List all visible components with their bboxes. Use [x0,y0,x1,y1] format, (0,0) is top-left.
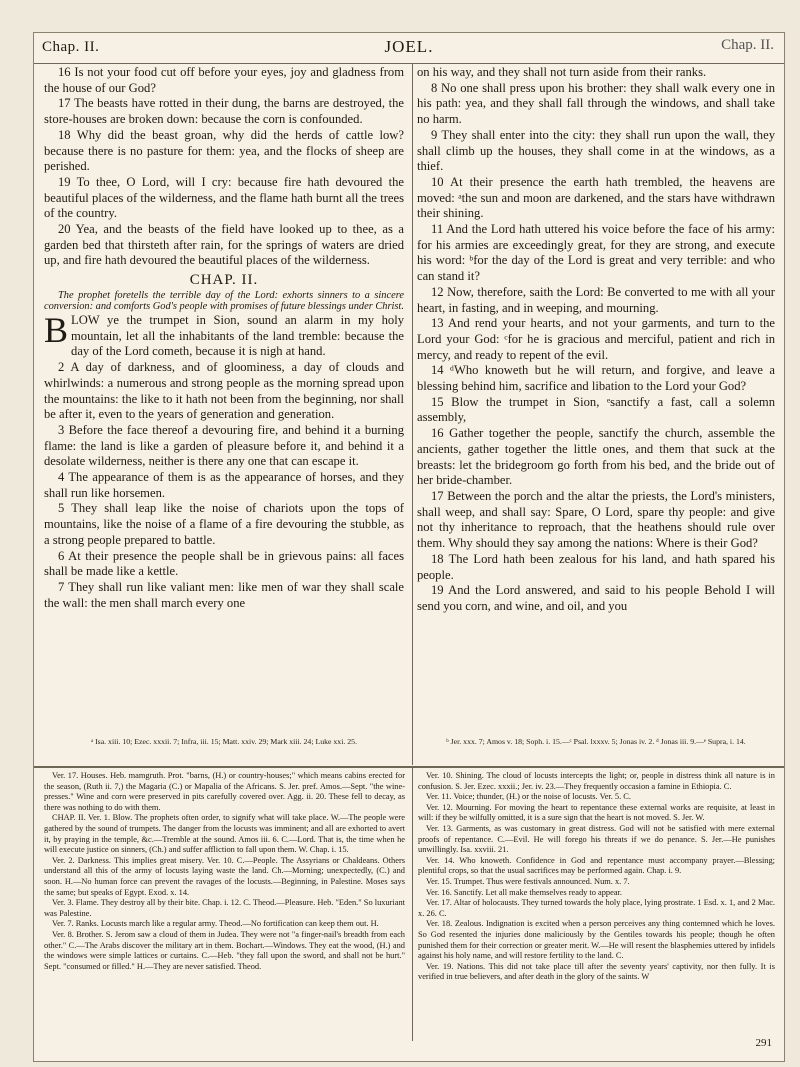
verse: 3 Before the face thereof a devouring fire, and behind it a burning flame: the land is like a garden of pleasure before it, and behind it a desolate wilderness, neither is there any one that can escape it. [44,422,404,469]
column-divider [412,63,413,765]
notes-column-left [44,771,405,972]
chapter-summary: The prophet foretells the terrible day of the Lord: exhorts sinners to a sincere conversion: and comforts God's people with promises of future blessings under Christ. [44,289,404,313]
notes-column-divider [412,768,413,1041]
verse: 8 No one shall press upon his brother: they shall walk every one in his path: yea, and they shall fall through the windows, and shall take no harm. [417,80,775,127]
text-column-left [44,65,404,611]
verse: 16 Gather together the people, sanctify the church, assemble the ancients, gather together the little ones, and them that suck at the breasts: let the bridegroom go forth from his bed, and the bride out of her bride-chamber. [417,426,775,488]
commentary-note: Ver. 16. Sanctify. Let all make themselves ready to appear. [426,887,622,897]
commentary-note: Ver. 12. Mourning. For moving the heart to repentance these external works are requisite, at least in will: if they be wilfully omitted, it is a sure sign that the heart is not moved. S. Jer. W. [418,802,775,823]
commentary-note: Ver. 15. Trumpet. Thus were festivals announced. Num. x. 7. [426,876,630,886]
commentary-note: Ver. 7. Ranks. Locusts march like a regular army. Theod.—No fortification can keep them out. H. [52,919,379,929]
verse: 7 They shall run like valiant men: like men of war they shall scale the wall: the men shall march every one [44,579,404,610]
commentary-note: Ver. 11. Voice; thunder, (H.) or the noise of locusts. Ver. 5. C. [426,792,631,802]
commentary-note: Ver. 14. Who knoweth. Confidence in God and repentance must accompany prayer.—Blessing; plentiful crops, so that the usual sacrifices may be performed again. Chap. i. 9. [418,855,775,876]
verse-continuation: on his way, and they shall not turn aside from their ranks. [417,65,707,79]
commentary-note: Ver. 13. Garments, as was customary in great distress. God will not be satisfied with mere external proofs of repentance. C.—Evil. He will forego his threats if we do penance. S. Jer.—He punishes unwillingly. Isa. xxviii. 21. [418,823,775,855]
verse: 9 They shall enter into the city: they shall run upon the wall, they shall climb up the houses, they shall come in at the windows, as a thief. [417,127,775,174]
commentary-note: Ver. 17. Altar of holocausts. They turned towards the holy place, lying prostrate. 1 Esd. x. 1, and 2 Mac. x. 26. C. [418,898,775,918]
notes-rule [34,766,784,768]
text-column-right [417,65,775,615]
verse: 12 Now, therefore, saith the Lord: Be converted to me with all your heart, in fasting, and in weeping, and mourning. [417,284,775,315]
header-book-title: JOEL. [384,37,434,56]
verse: 18 Why did the beast groan, why did the herds of cattle low? because there is no pasture for them: yea, and the flocks of sheep are perished. [44,127,404,174]
running-header [34,37,784,61]
notes-column-right [418,771,775,983]
verse: 17 The beasts have rotted in their dung, the barns are destroyed, the store-houses are broken down: because the corn is confounded. [44,96,404,127]
verse: 16 Is not your food cut off before your eyes, joy and gladness from the house of our God? [44,65,404,95]
header-left: Chap. II. [42,39,100,55]
footnote-right: ᵇ Jer. xxx. 7; Amos v. 18; Soph. i. 15.—ᶜ Psal. lxxxv. 5; Jonas iv. 2. ᵈ Jonas iii. 9.—ᵉ Supra, i. 14. [446,737,746,746]
header-right: Chap. II. [721,37,774,53]
header-rule [34,63,784,64]
verse: 19 And the Lord answered, and said to his people Behold I will send you corn, and wine, and oil, and you [417,583,775,613]
verse: 13 And rend your hearts, and not your garments, and turn to the Lord your God: ᶜfor he is gracious and merciful, patient and rich in mercy, and ready to repent of the evil. [417,316,775,362]
page-number: 291 [755,1037,772,1049]
commentary-note: CHAP. II. Ver. 1. Blow. The prophets often order, to signify what will take place. W.—The people were gathered by the sound of trumpets. The danger from the locusts was imminent; and all are exhorted to avert it, by praying in the temple, &c.—Tremble at the sound. Amos iii. 6. C.—Lord. That is, the time when he will execute justice on sinners, (Ch.) and suffer affliction to fall upon them. W. Chap. i. 15. [44,813,405,855]
commentary-note: Ver. 17. Houses. Heb. mamgruth. Prot. "barns, (H.) or country-houses;" which means cabins erected for the season, (Ruth ii. 7,) the Magaria (C.) or Mapalia of the Africans. S. Jer. pref. Amos.—Sept. "the wine-presses." Wine and corn were preserved in pits carefully covered over. Agg. ii. 20. These fell to decay, as there was nothing to do with them. [44,771,405,812]
verse: 19 To thee, O Lord, will I cry: because fire hath devoured the beautiful places of the wilderness, and the flame hath burnt all the trees of the country. [44,174,404,221]
verse-1-text: LOW ye the trumpet in Sion, sound an alarm in my holy mountain, let all the inhabitants of the land tremble: because the day of the Lord cometh, because it is nigh at hand. [71,313,404,359]
verse: 15 Blow the trumpet in Sion, ᵉsanctify a fast, call a solemn assembly, [417,394,775,425]
verse: 18 The Lord hath been zealous for his land, and hath spared his people. [417,551,775,582]
commentary-note: Ver. 8. Brother. S. Jerom saw a cloud of them in Judea. They were not "a finger-nail's breadth from each other." C.—The Arabs discover the military art in them. Bochart.—Windows. They eat the wood, (H.) and the windows were simple lattices or curtains. C.—Heb. "they fall upon the sword, and shall not be hurt." Sept. "consumed or filled." H.—They are never satisfied. Theod. [44,929,405,971]
verse: 17 Between the porch and the altar the priests, the Lord's ministers, shall weep, and shall say: Spare, O Lord, spare thy people: and give not thy inheritance to reproach, that the heathens should rule over them. Why should they say among the nations: Where is their God? [417,488,775,551]
drop-cap: B [44,310,69,351]
verse-1 [44,310,404,360]
commentary-note: Ver. 19. Nations. This did not take place till after the seventy years' captivity, nor then fully. It is verified in true believers, and after death in the glory of the saints. W [418,961,775,982]
page [33,32,785,1062]
verse: 14 ᵈWho knoweth but he will return, and forgive, and leave a blessing behind him, sacrifice and libation to the Lord your God? [417,363,775,394]
verse: 5 They shall leap like the noise of chariots upon the tops of mountains, like the noise of a flame of a fire devouring the stubble, as a strong people prepared to battle. [44,501,404,547]
commentary-note: Ver. 18. Zealous. Indignation is excited when a person perceives any thing contemned which he loves. So God resented the injuries done maliciously by the Gentiles towards his people; though he often punished them for their correction or greater merit. W.—He will resent the blasphemies uttered by infidels against his holy name, and will restore fertility to the land. C. [418,919,775,961]
commentary-note: Ver. 10. Shining. The cloud of locusts intercepts the light; or, people in distress think all nature is in confusion. S. Jer. Ezec. xxxii.; Jer. iv. 23.—They frequently occasion a famine in Ethiopia. C. [418,771,775,791]
verse: 20 Yea, and the beasts of the field have looked up to thee, as a garden bed that thirsteth after rain, for the springs of waters are dried up, and fire hath devoured the beautiful places of the wilderness. [44,222,404,268]
footnote-left: ᵃ Isa. xiii. 10; Ezec. xxxii. 7; Infra, iii. 15; Matt. xxiv. 29; Mark xiii. 24; Luke xxi. 25. [90,737,358,746]
verse: 11 And the Lord hath uttered his voice before the face of his army: for his armies are exceedingly great, for they are strong, and execute his word: ᵇfor the day of the Lord is great and very terrible: and who can stand it? [417,222,775,284]
commentary-note: Ver. 2. Darkness. This implies great misery. Ver. 10. C.—People. The Assyrians or Chaldeans. Others understand all this of the army of locusts laying waste the land. Ch.—Morning; unexpectedly, (C.) and soon. H.—No human force can prevent the ravages of the locusts.—Beginning, in Palestine. Moses says the same; but speaks of Egypt. Exod. x. 14. [44,855,405,897]
chapter-heading: CHAP. II. [189,272,259,289]
verse: 4 The appearance of them is as the appearance of horses, and they shall run like horsemen. [44,470,404,500]
verse: 2 A day of darkness, and of gloominess, a day of clouds and whirlwinds: a numerous and strong people as the morning spread upon the mountains: the like to it hath not been from the beginning, nor shall be after it, even to the years of generation and generation. [44,360,404,422]
verse: 6 At their presence the people shall be in grievous pains: all faces shall be made like a kettle. [44,548,404,579]
verse: 10 At their presence the earth hath trembled, the heavens are moved: ᵃthe sun and moon are darkened, and the stars have withdrawn their shining. [417,174,775,221]
commentary-note: Ver. 3. Flame. They destroy all by their bite. Chap. i. 12. C. Theod.—Pleasure. Heb. "Eden." So luxuriant was Palestine. [44,898,405,918]
